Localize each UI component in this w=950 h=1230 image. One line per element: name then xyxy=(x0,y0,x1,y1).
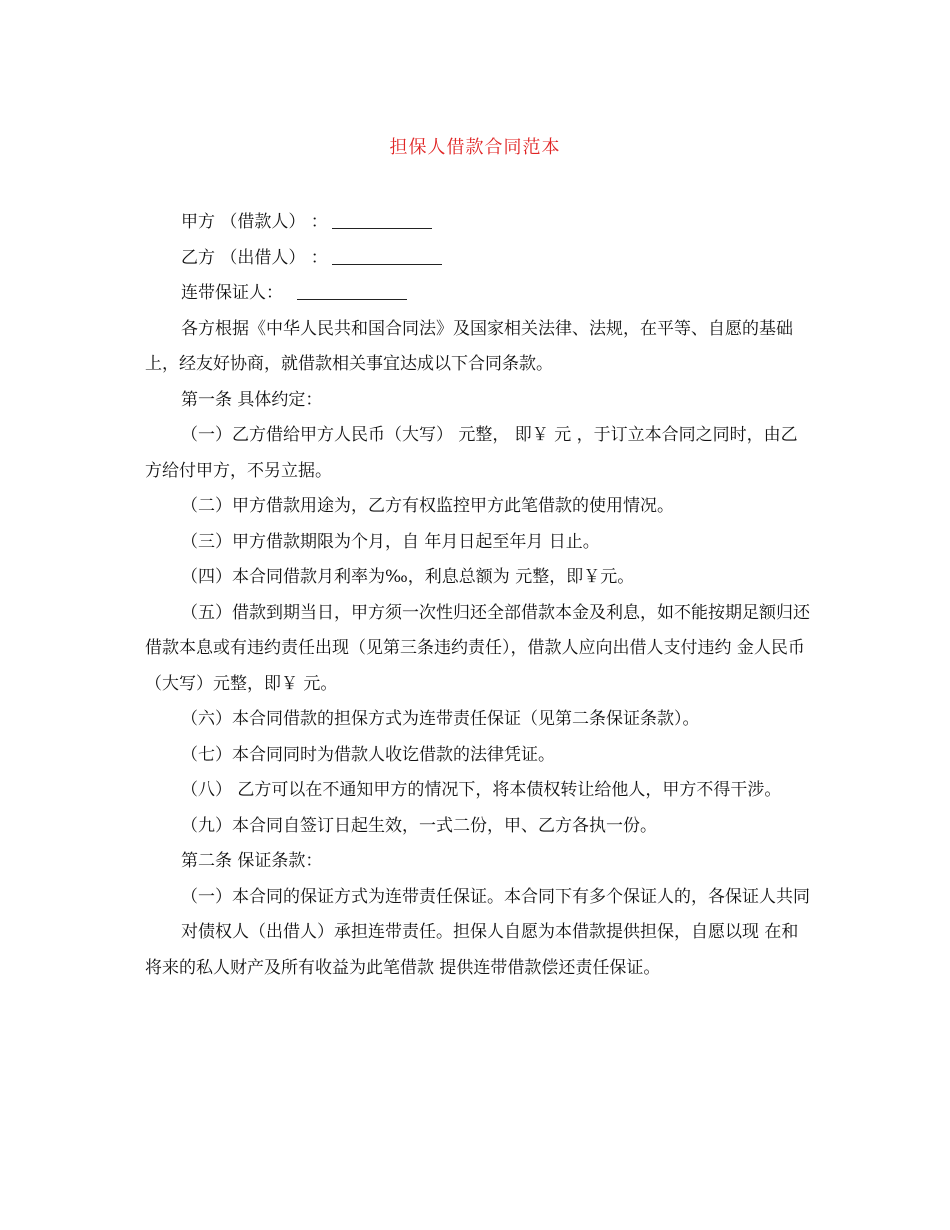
party-b-line xyxy=(145,241,810,277)
party-b-blank xyxy=(332,246,442,265)
article-1-item-6: （六）本合同借款的担保方式为连带责任保证（见第二条保证条款）。 xyxy=(181,709,700,729)
party-b-label: 乙方 （出借人） ： xyxy=(181,247,328,268)
article-1-item-9: （九）本合同自签订日起生效，一式二份，甲、乙方各执一份。 xyxy=(181,815,657,836)
article-1-heading: 第一条 具体约定： xyxy=(181,389,323,410)
party-a-blank xyxy=(332,210,432,229)
article-1-item-5: （五）借款到期当日，甲方须一次性归还全部借款本金及利息，如不能按期足额归还 借款本息或有违约责任出现（见第三条违约责任），借款人应向出借人支付违约 金人民币（大写）元整，即￥ 元。 xyxy=(145,602,810,694)
guarantor-blank xyxy=(297,281,407,300)
party-a-label: 甲方 （借款人） ： xyxy=(181,212,328,232)
article-2-item-1: （一）本合同的保证方式为连带责任保证。本合同下有多个保证人的，各保证人共同 xyxy=(181,886,810,907)
article-2-item-1-continued: 对债权人（出借人）承担连带责任。担保人自愿为本借款提供担保，自愿以现 在和将来的私人财产及所有收益为此笔借款 提供连带借款偿还责任保证。 xyxy=(145,922,799,978)
article-1-item-7: （七）本合同同时为借款人收讫借款的法律凭证。 xyxy=(181,744,555,765)
party-a-line xyxy=(145,205,810,241)
contract-body xyxy=(145,205,810,986)
article-1-item-2: （二）甲方借款用途为，乙方有权监控甲方此笔借款的使用情况。 xyxy=(181,496,674,516)
article-1-item-4: （四）本合同借款月利率为‰，利息总额为 元整，即￥元。 xyxy=(181,567,635,587)
guarantor-line xyxy=(145,276,810,312)
article-1-item-1: （一）乙方借给甲方人民币（大写） 元整， 即￥ 元 ，于订立本合同之同时，由乙方给付甲方，不另立据。 xyxy=(145,425,798,481)
guarantor-label: 连带保证人： xyxy=(181,283,283,303)
document-title: 担保人借款合同范本 xyxy=(389,137,561,158)
article-1-item-3: （三）甲方借款期限为个月，自 年月日起至年月 日止。 xyxy=(181,531,600,552)
intro-paragraph: 各方根据《中华人民共和国合同法》及国家相关法律、法规，在平等、自愿的基础上，经友好协商，就借款相关事宜达成以下合同条款。 xyxy=(145,318,793,374)
article-1-item-8: （八） 乙方可以在不通知甲方的情况下，将本债权转让给他人，甲方不得干涉。 xyxy=(181,780,782,800)
article-2-heading: 第二条 保证条款： xyxy=(181,851,323,871)
